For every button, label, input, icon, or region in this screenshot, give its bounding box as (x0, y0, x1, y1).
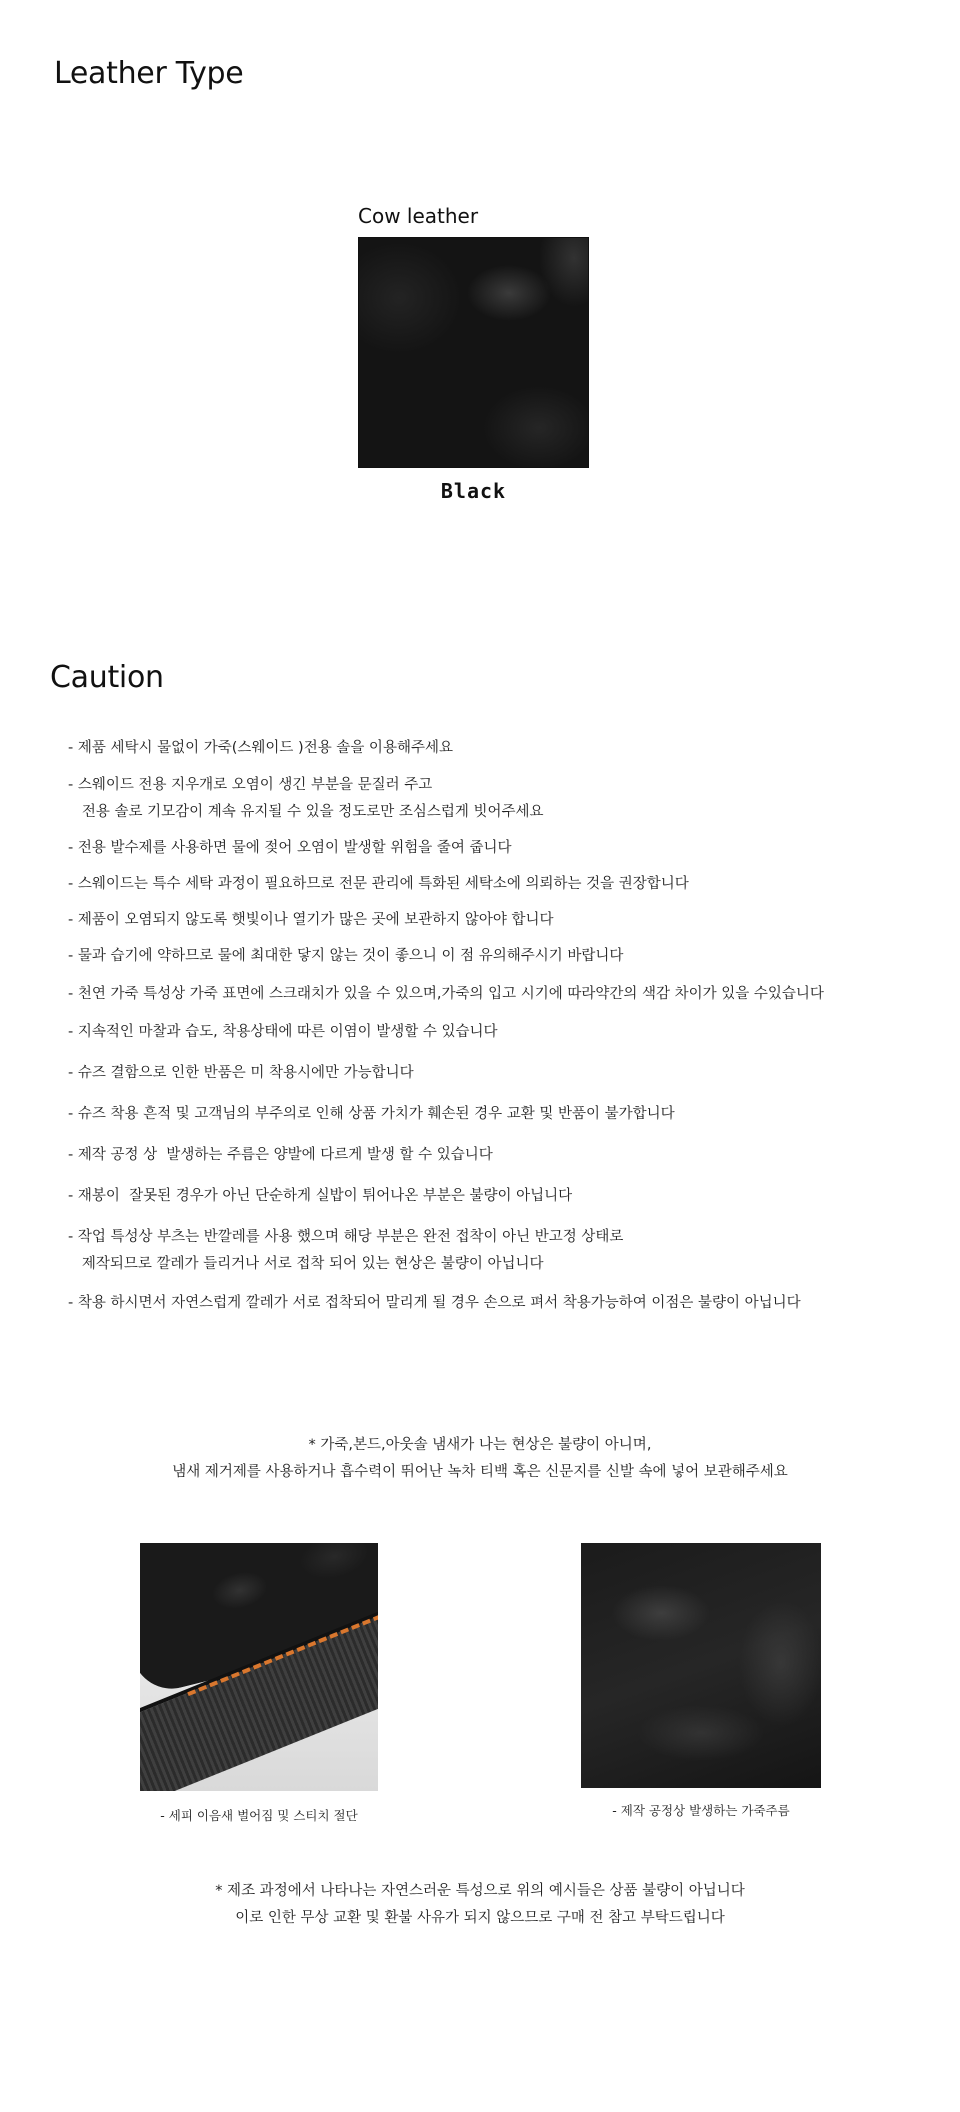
caution-item: - 스웨이드는 특수 세탁 과정이 필요하므로 전문 관리에 특화된 세탁소에 의뢰하는 것을 권장합니다 (68, 876, 689, 892)
caution-item: - 작업 특성상 부츠는 반깔레를 사용 했으며 해당 부분은 완전 접착이 아닌 반고정 상태로 제작되므로 깔레가 들리거나 서로 접착 되어 있는 현상은 불량이 아닙니다 (68, 1229, 624, 1272)
swatch-color-name: Black (440, 479, 507, 503)
caution-item: - 착용 하시면서 자연스럽게 깔레가 서로 접착되어 말리게 될 경우 손으로 펴서 착용가능하여 이점은 불량이 아닙니다 (68, 1295, 801, 1311)
caution-item: - 스웨이드 전용 지우개로 오염이 생긴 부분을 문질러 주고 전용 솔로 기모감이 계속 유지될 수 있을 정도로만 조심스럽게 빗어주세요 (68, 777, 544, 820)
stitch-example-caption: - 세피 이음새 벌어짐 및 스티치 절단 (160, 1808, 358, 1823)
caution-item: - 제품이 오염되지 않도록 햇빛이나 열기가 많은 곳에 보관하지 않아야 합니다 (68, 912, 554, 928)
disclaimer-note: * 제조 과정에서 나타나는 자연스러운 특성으로 위의 예시들은 상품 불량이 아닙니다 이로 인한 무상 교환 및 환불 사유가 되지 않으므로 구매 전 참고 부탁드립니다 (215, 1883, 745, 1926)
caution-item: - 재봉이 잘못된 경우가 아닌 단순하게 실밥이 튀어나온 부분은 불량이 아닙니다 (68, 1188, 573, 1204)
caution-title: Caution (50, 660, 164, 695)
caution-item: - 제품 세탁시 물없이 가죽(스웨이드 )전용 솔을 이용해주세요 (68, 740, 453, 756)
swatch-label: Cow leather (358, 204, 479, 228)
wrinkle-example-photo (581, 1543, 821, 1788)
caution-item: - 천연 가죽 특성상 가죽 표면에 스크래치가 있을 수 있으며,가죽의 입고 시기에 따라약간의 색감 차이가 있을 수있습니다 (68, 986, 824, 1002)
caution-item: - 지속적인 마찰과 습도, 착용상태에 따른 이염이 발생할 수 있습니다 (68, 1024, 498, 1040)
caution-item: - 전용 발수제를 사용하면 물에 젖어 오염이 발생할 위험을 줄여 줍니다 (68, 840, 512, 856)
stitch-example-photo (140, 1543, 378, 1791)
leather-swatch-card (358, 204, 590, 503)
wrinkle-example-caption: - 제작 공정상 발생하는 가죽주름 (612, 1803, 790, 1818)
caution-list (68, 735, 928, 1317)
caution-item: - 물과 습기에 약하므로 물에 최대한 닿지 않는 것이 좋으니 이 점 유의해주시기 바랍니다 (68, 948, 624, 964)
caution-item: - 슈즈 착용 흔적 및 고객님의 부주의로 인해 상품 가치가 훼손된 경우 교환 및 반품이 불가합니다 (68, 1106, 675, 1122)
caution-item: - 슈즈 결함으로 인한 반품은 미 착용시에만 가능합니다 (68, 1065, 414, 1081)
leather-type-title: Leather Type (54, 56, 244, 91)
smell-note: * 가죽,본드,아웃솔 냄새가 나는 현상은 불량이 아니며, 냄새 제거제를 사용하거나 흡수력이 뛰어난 녹차 티백 혹은 신문지를 신발 속에 넣어 보관해주세요 (172, 1437, 788, 1480)
caution-item: - 제작 공정 상 발생하는 주름은 양발에 다르게 발생 할 수 있습니다 (68, 1147, 493, 1163)
leather-swatch-image (358, 237, 589, 468)
